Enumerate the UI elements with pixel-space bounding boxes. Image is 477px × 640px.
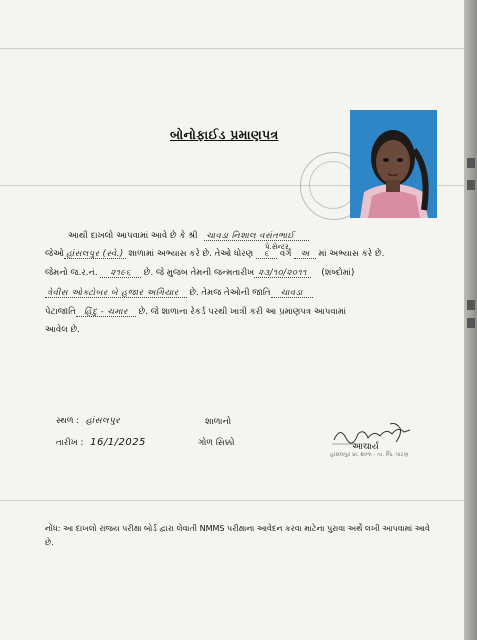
static-text: આથી દાખલો આપવામાં આવે છે કે શ્રી	[68, 231, 198, 241]
line-4	[45, 286, 313, 299]
static-text: છે. તેમજ તેઓની જાતિ	[189, 288, 271, 298]
static-text: છે. જે શાળાના રેકર્ડ પરથી ખાત્રી કરી આ પ્રમાણપત્ર આપવામાં	[138, 307, 347, 317]
register-no-field: ૨૧૯૬	[100, 267, 141, 278]
place-row	[56, 416, 120, 426]
caste-field: ચાવડા	[271, 287, 313, 298]
school-name-field: હાંસલપુર (સ્વે.)	[66, 248, 124, 258]
division-field: અ	[294, 248, 315, 259]
date-label: તારીખ :	[56, 438, 84, 448]
line-2	[45, 247, 384, 260]
center-note: પે.સેન્ટર	[265, 243, 289, 251]
static-text: જેઓ	[45, 249, 65, 259]
student-photo	[350, 110, 437, 218]
sub-caste-field: હિંદુ - ચમાર	[76, 306, 136, 317]
place-label: સ્થળ :	[56, 416, 80, 426]
line-3	[45, 266, 354, 279]
school-seal-label: શાળાનો	[205, 417, 232, 427]
edge-mark	[467, 300, 475, 310]
static-text: (શબ્દોમાં)	[321, 268, 355, 278]
line-5	[45, 305, 346, 318]
edge-mark	[467, 180, 475, 190]
birth-date-words-field: ત્રેવીસ ઓક્ટોબર બે હજાર અગિયાર	[45, 287, 187, 298]
fold-line	[0, 500, 464, 501]
static-text: જેમનો જ.ર.નં.	[45, 268, 98, 278]
date-row	[56, 437, 146, 448]
static-text: શાળામાં અભ્યાસ કરે છે. તેઓ ધોરણ	[128, 249, 254, 259]
principal-label: આચાર્ય	[352, 442, 379, 452]
line-6: આવેલ છે.	[45, 325, 80, 335]
place-value: હાંસલપુર	[85, 416, 121, 426]
birth-date-field: ૨૩/૧૦/૨૦૧૧	[254, 267, 310, 278]
school-stamp-text: હાંસલપુર પ્રા. શાળા - તા. જિ. પાટણ	[330, 452, 409, 458]
static-text: માં અભ્યાસ કરે છે.	[318, 249, 385, 259]
round-seal-label: ગોળ સિક્કો	[198, 438, 235, 448]
certificate-title: બોનોફાઈડ પ્રમાણપત્ર	[170, 127, 279, 142]
edge-mark	[467, 318, 475, 328]
fold-line	[0, 48, 464, 49]
static-text: છે. જે મુજબ તેમની જન્મતારીખ	[143, 268, 255, 278]
static-text: વર્ગ	[279, 249, 292, 259]
date-value: 16/1/2025	[90, 437, 146, 448]
standard-field: ૬	[256, 248, 277, 259]
static-text: પેટાજાતિ	[45, 307, 76, 317]
note-text: નોંધ: આ દાખલો રાજય પરીક્ષા બોર્ડ દ્વારા લેવાતી NMMS પરીક્ષાના આવેદન કરવા માટેના પુરાવા અર્થે લખી આપવામાં આવે છે.	[45, 524, 430, 547]
edge-mark	[467, 158, 475, 168]
student-name-field: ચાવડા નિશાલ વસંતભાઈ	[204, 230, 308, 241]
